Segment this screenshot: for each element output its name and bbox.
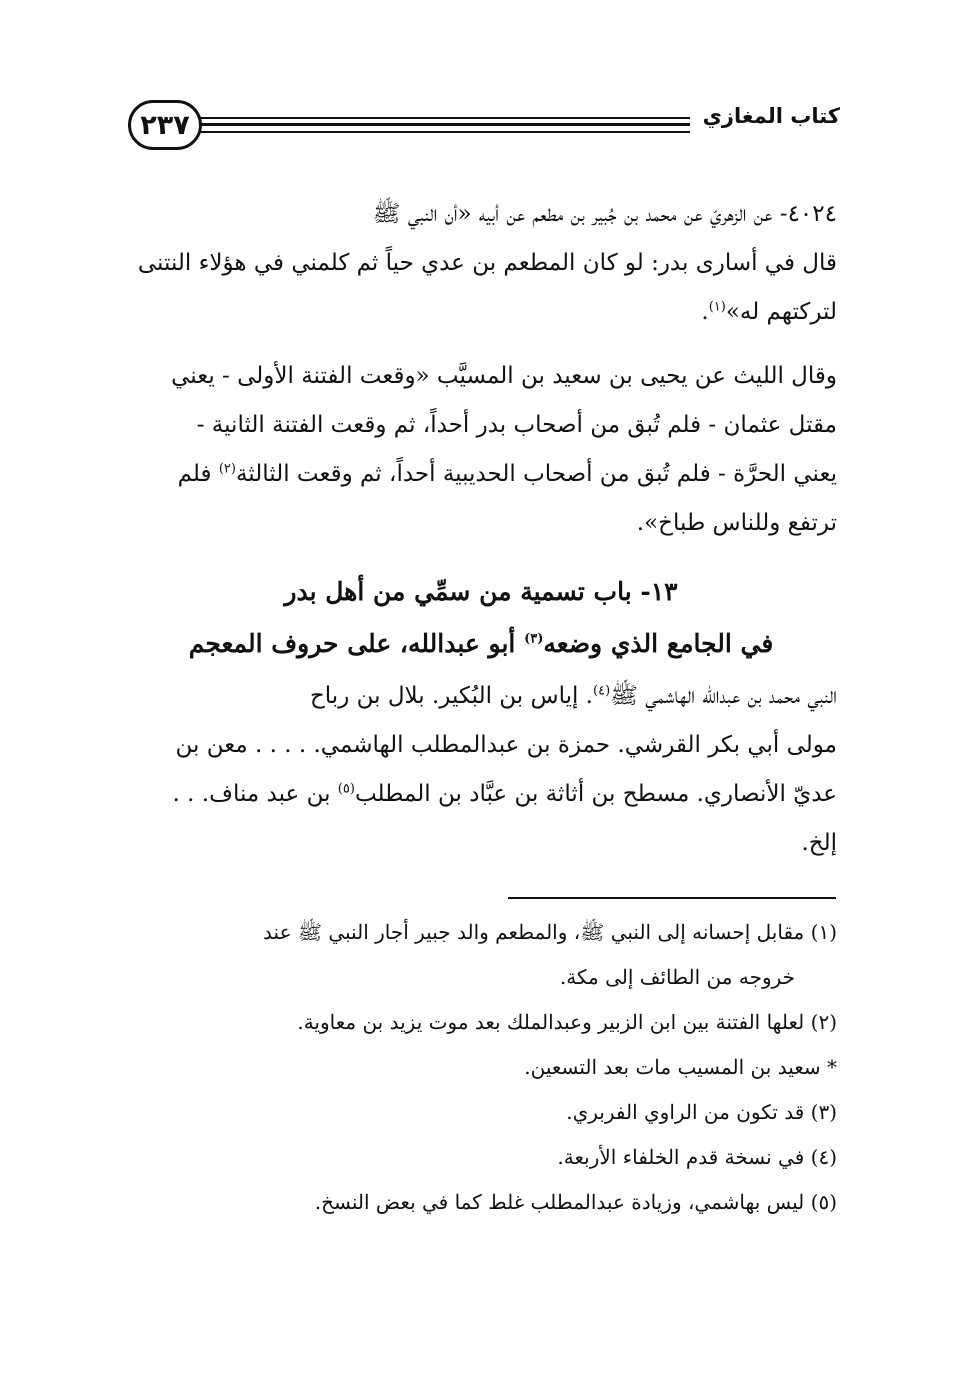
footnote-1: (١) مقابل إحسانه إلى النبي ﷺ، والمطعم والد جبير أجار النبي ﷺ عند: [263, 920, 837, 944]
footnote-1-continued: خروجه من الطائف إلى مكة.: [559, 965, 795, 989]
text-fragment: .: [701, 299, 709, 325]
text-fragment: . إياس بن البُكير. بلال بن رباح: [309, 683, 593, 709]
text-fragment: لتركتهم له»: [725, 299, 837, 325]
header-rule-middle: [198, 123, 690, 126]
paragraph-line: ٤٠٢٤- عن الزهريّ عن محمد بن جُبير بن مطعم عن أبيه «أن النبي ﷺ: [372, 201, 837, 227]
footnote-ref: (٤): [593, 683, 611, 699]
paragraph-line: قال في أسارى بدر: لو كان المطعم بن عدي حياً ثم كلمني في هؤلاء النتنى: [137, 250, 837, 276]
paragraph-line: [125, 770, 837, 819]
footnote-ref: (٣): [524, 631, 544, 647]
footnotes: [125, 910, 837, 1225]
paragraph-line: ترتفع وللناس طباخ».: [636, 510, 837, 536]
paragraph-line: وقال الليث عن يحيى بن سعيد بن المسيَّب «وقعت الفتنة الأولى - يعني: [171, 363, 837, 389]
heading-line: [125, 618, 837, 670]
chapter-heading: [125, 566, 837, 670]
footnote-2-note: * سعيد بن المسيب مات بعد التسعين.: [524, 1055, 837, 1079]
text-fragment: عديّ الأنصاري. مسطح بن أثاثة بن عبَّاد بن المطلب: [354, 781, 837, 807]
text-fragment: فلم: [177, 461, 219, 487]
hadith-paragraph: [125, 190, 837, 337]
header-rule-bottom: [198, 131, 690, 133]
footnote-ref: (٥): [337, 781, 355, 797]
text-fragment: بن عبد مناف. . .: [172, 781, 338, 807]
page-number: ٢٣٧: [128, 100, 202, 150]
header-rule-top: [198, 117, 690, 119]
paragraph-line: مولى أبي بكر القرشي. حمزة بن عبدالمطلب الهاشمي. . . . . معن بن: [175, 732, 837, 758]
text-fragment: النبي محمد بن عبدالله الهاشمي ﷺ: [610, 683, 837, 709]
footnote-2: (٢) لعلها الفتنة بين ابن الزبير وعبدالملك بعد موت يزيد بن معاوية.: [297, 1010, 837, 1034]
names-paragraph: [125, 672, 837, 868]
footnote-4: (٤) في نسخة قدم الخلفاء الأربعة.: [557, 1145, 837, 1169]
layth-paragraph: [125, 352, 837, 548]
paragraph-line: [125, 450, 837, 499]
heading-line: ١٣- باب تسمية من سمِّي من أهل بدر: [284, 577, 678, 606]
footnote-ref: (١): [708, 299, 726, 315]
text-fragment: يعني الحرَّة - فلم تُبق من أصحاب الحديبية أحداً، ثم وقعت الثالثة: [235, 461, 837, 487]
footnote-ref: (٢): [218, 461, 236, 477]
paragraph-line: [125, 288, 837, 337]
text-fragment: في الجامع الذي وضعه: [543, 629, 774, 658]
footnote-3: (٣) قد تكون من الراوي الفربري.: [566, 1100, 837, 1124]
paragraph-line: إلخ.: [801, 830, 837, 856]
book-title: كتاب المغازي: [702, 104, 840, 128]
footnote-5: (٥) ليس بهاشمي، وزيادة عبدالمطلب غلط كما في بعض النسخ.: [314, 1190, 837, 1214]
footnote-divider: [508, 897, 836, 899]
paragraph-line: [125, 672, 837, 721]
page-header: [128, 100, 840, 160]
text-fragment: أبو عبدالله، على حروف المعجم: [188, 629, 525, 658]
paragraph-line: مقتل عثمان - فلم تُبق من أصحاب بدر أحداً، ثم وقعت الفتنة الثانية -: [196, 412, 837, 438]
